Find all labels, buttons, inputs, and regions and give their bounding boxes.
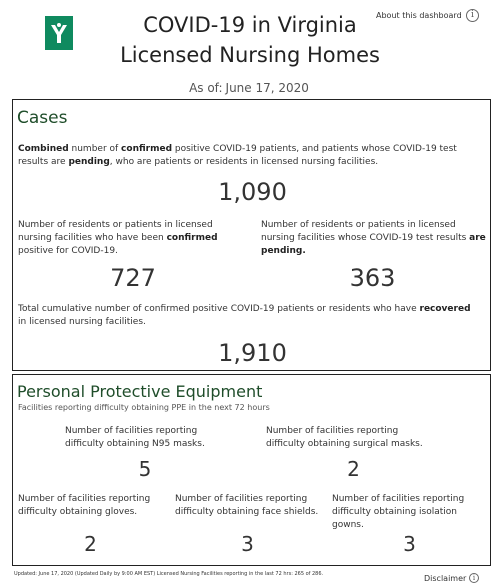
as-of-date bbox=[0, 81, 495, 95]
combined-text-bold: pending bbox=[68, 157, 110, 167]
combined-text-bold: Combined bbox=[18, 144, 69, 154]
combined-text: positive COVID-19 patients, and patients whose COVID-19 test results are bbox=[18, 144, 457, 167]
gloves-value: 2 bbox=[84, 532, 97, 556]
ppe-title: Personal Protective Equipment bbox=[17, 382, 263, 401]
combined-value: 1,090 bbox=[218, 178, 287, 206]
disclaimer-info-icon[interactable]: i bbox=[469, 573, 479, 583]
recovered-text-bold: recovered bbox=[419, 304, 471, 314]
face-shields-description: Number of facilities reporting difficulty obtaining face shields. bbox=[175, 494, 319, 517]
surgical-value: 2 bbox=[347, 457, 360, 481]
pending-description bbox=[261, 219, 486, 258]
gowns-value: 3 bbox=[403, 532, 416, 556]
confirmed-text: positive for COVID-19. bbox=[18, 246, 118, 256]
person-figure-icon bbox=[50, 22, 68, 44]
update-note: Updated: June 17, 2020 (Updated Daily by 9:00 AM EST) Licensed Nursing Facilities reporting in the last 72 hrs: 265 of 286. bbox=[14, 571, 324, 577]
info-icon[interactable]: i bbox=[466, 9, 479, 22]
ppe-panel bbox=[12, 374, 491, 566]
recovered-description bbox=[18, 303, 478, 329]
face-shields-value: 3 bbox=[241, 532, 254, 556]
cases-panel bbox=[12, 99, 491, 371]
n95-value: 5 bbox=[138, 457, 152, 481]
recovered-value: 1,910 bbox=[218, 339, 287, 367]
combined-text-bold: confirmed bbox=[121, 144, 173, 154]
confirmed-text-bold: confirmed bbox=[166, 233, 218, 243]
recovered-text: Total cumulative number of confirmed positive COVID-19 patients or residents who have bbox=[18, 304, 420, 314]
cases-title: Cases bbox=[17, 108, 68, 128]
about-dashboard-link[interactable]: About this dashboard bbox=[376, 11, 462, 20]
combined-text: , who are patients or residents in licensed nursing facilities. bbox=[109, 157, 379, 167]
title-line-2: Licensed Nursing Homes bbox=[120, 43, 380, 67]
pending-value: 363 bbox=[349, 264, 396, 292]
pending-text-bold: are pending. bbox=[261, 233, 486, 256]
gloves-description: Number of facilities reporting difficulty obtaining gloves. bbox=[18, 494, 151, 517]
confirmed-description bbox=[18, 219, 243, 258]
as-of-label: As of: bbox=[189, 81, 223, 95]
page-title bbox=[100, 10, 400, 70]
confirmed-text: Number of residents or patients in licensed nursing facilities who have been bbox=[18, 220, 213, 243]
combined-description bbox=[18, 143, 478, 169]
disclaimer-link[interactable]: Disclaimer bbox=[424, 574, 467, 583]
as-of-value: June 17, 2020 bbox=[225, 81, 309, 95]
ppe-subtitle: Facilities reporting difficulty obtaining PPE in the next 72 hours bbox=[18, 403, 270, 412]
gowns-description: Number of facilities reporting difficulty obtaining isolation gowns. bbox=[332, 494, 465, 530]
confirmed-value: 727 bbox=[110, 264, 156, 292]
pending-text: Number of residents or patients in licensed nursing facilities whose COVID-19 test results bbox=[261, 220, 470, 243]
title-line-1: COVID-19 in Virginia bbox=[143, 13, 357, 37]
surgical-description: Number of facilities reporting difficulty obtaining surgical masks. bbox=[266, 426, 423, 449]
combined-text: number of bbox=[68, 144, 122, 154]
recovered-text: in licensed nursing facilities. bbox=[18, 317, 146, 327]
virginia-logo bbox=[45, 16, 73, 50]
n95-description: Number of facilities reporting difficulty obtaining N95 masks. bbox=[65, 426, 205, 449]
